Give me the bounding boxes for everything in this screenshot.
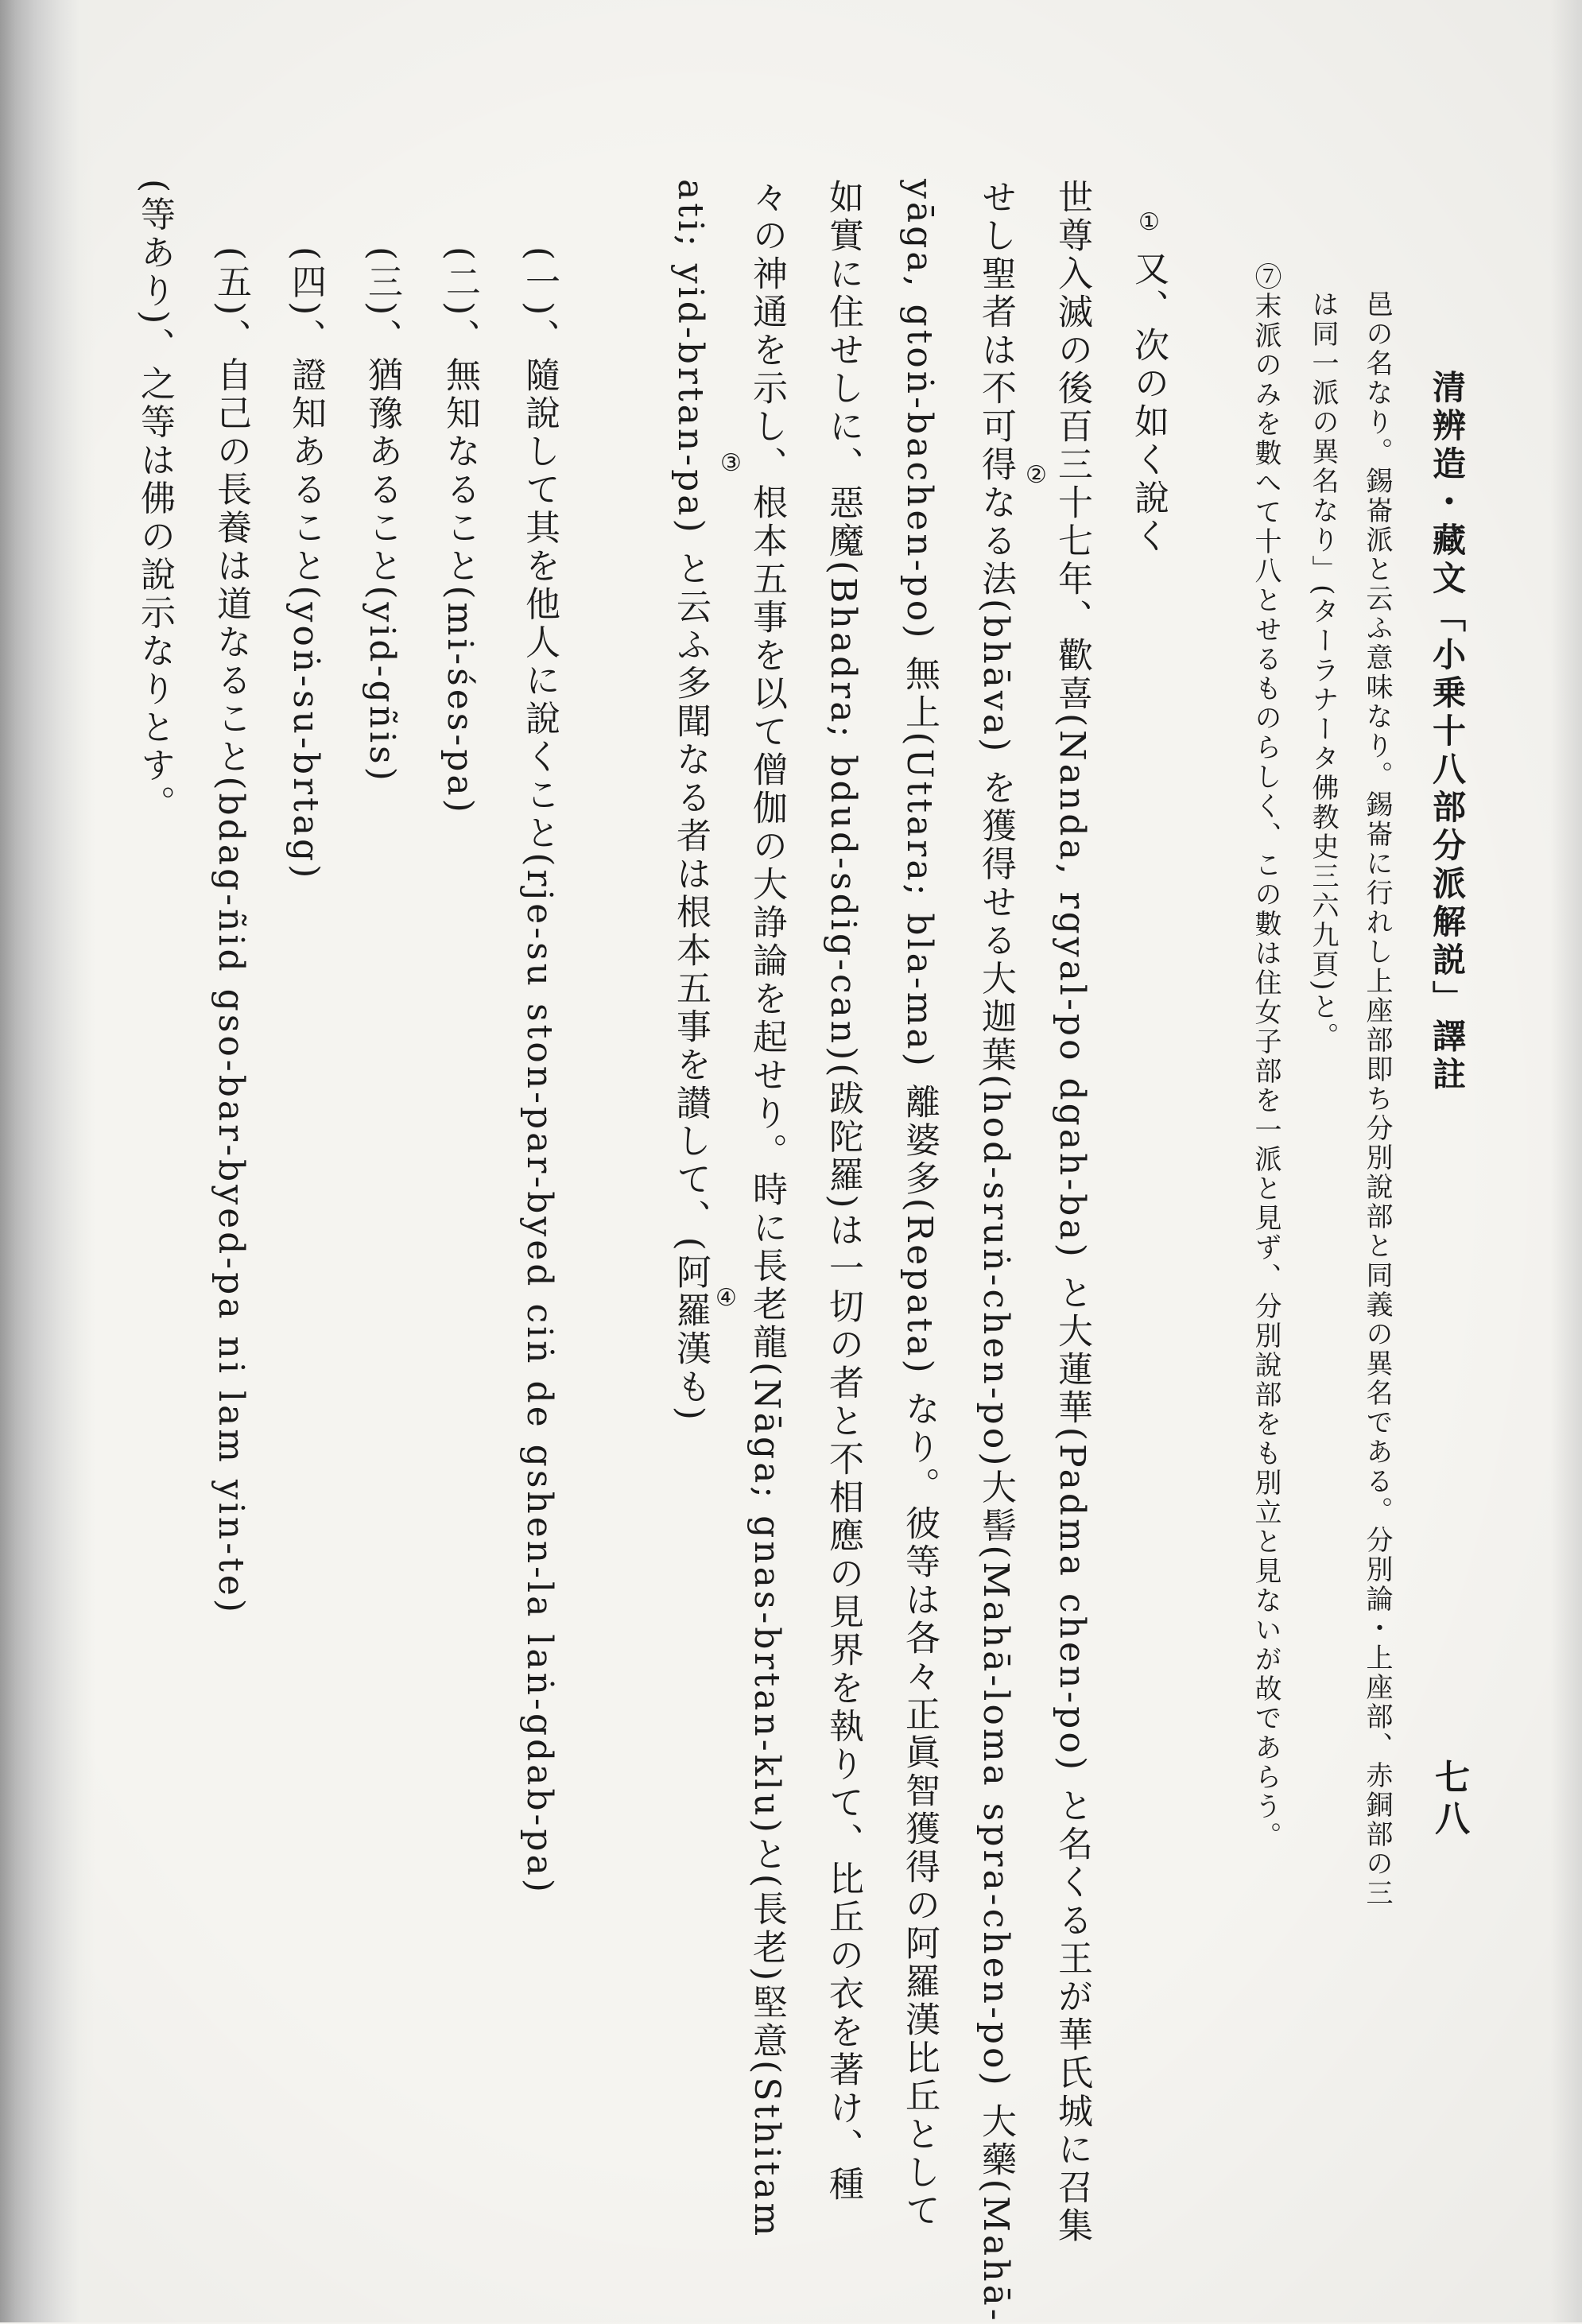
list-item-4: (四)、證知あること(yoṅ-su-brtag) bbox=[285, 246, 326, 882]
body-line-4: yāga, gtoṅ-bachen-po) 無上(Uttara; bla-ma) 離婆多(Repata) なり。彼等は各々正眞智獲得の阿羅漢比丘として bbox=[899, 179, 940, 2230]
note-line-2: は同一派の異名なり」(ターラナータ佛教史三六九頁)と。 bbox=[1307, 290, 1339, 1052]
body-line-1: 又、次の如く說く bbox=[1128, 250, 1169, 556]
marker-1: ① bbox=[1138, 208, 1160, 236]
binding-gutter bbox=[0, 0, 95, 2322]
list-item-2: (二)、無知なること(mi-śes-pa) bbox=[440, 246, 480, 816]
body-line-3: せし聖者は不可得なる法(bhāva) を獲得せる大迦葉(hod-sruṅ-chen-po)大髻(Mahā-loma spra-chen-po) 大藥(Mahā- bbox=[975, 179, 1016, 2324]
body-line-6: 々の神通を示し、根本五事を以て僧伽の大諍論を起せり。時に長老龍(Nāga; gnas-brtan-klu)と(長老)堅意(Sthitam bbox=[746, 179, 787, 2240]
marker-4: ④ bbox=[715, 1284, 737, 1312]
note-line-1: 邑の名なり。錫崙派と云ふ意味なり。錫崙に行れし上座部即ち分別說部と同義の異名である。分別論・上座部、赤銅部の三 bbox=[1361, 290, 1393, 1908]
list-item-3: (三)、猶豫あること(yid-gñis) bbox=[362, 246, 402, 784]
list-item-1: (一)、隨說して其を他人に說くこと(rje-su ston-par-byed ciṅ de gshen-la laṅ-gdab-pa) bbox=[519, 246, 560, 1895]
body-line-7: ati; yid-brtan-pa) と云ふ多聞なる者は根本五事を讃して、(阿羅漢も) bbox=[670, 179, 711, 1423]
body-line-2: 世尊入滅の後百三十七年、歡喜(Nanda, rgyal-po dgah-ba) と大蓮華(Padma chen-po) と名くる王が華氏城に召集 bbox=[1052, 179, 1092, 2245]
list-item-5: (五)、自己の長養は道なること(bdag-ñid gso-bar-byed-pa ni lam yin-te) bbox=[211, 246, 251, 1616]
note-line-3: ⑦末派のみを數へて十八とせるものらしく、この數は住女子部を一派と見ず、分別說部をも別立と見ないが故であらう。 bbox=[1250, 262, 1281, 1851]
body-line-5: 如實に住せしに、惡魔(Bhadra; bdud-sdig-can)(跋陀羅)は一切の者と不相應の見界を執りて、比丘の衣を著け、種 bbox=[823, 179, 863, 2204]
body-line-final: (等あり)、之等は佛の說示なりとす。 bbox=[134, 179, 175, 824]
running-header: 清辨造・藏文「小乗十八部分派解説」譯註 bbox=[1428, 370, 1467, 1095]
marker-3: ③ bbox=[720, 449, 742, 477]
marker-2: ② bbox=[1026, 461, 1047, 489]
page-edge bbox=[1550, 0, 1582, 2322]
page-number: 七八 bbox=[1429, 1759, 1469, 1841]
